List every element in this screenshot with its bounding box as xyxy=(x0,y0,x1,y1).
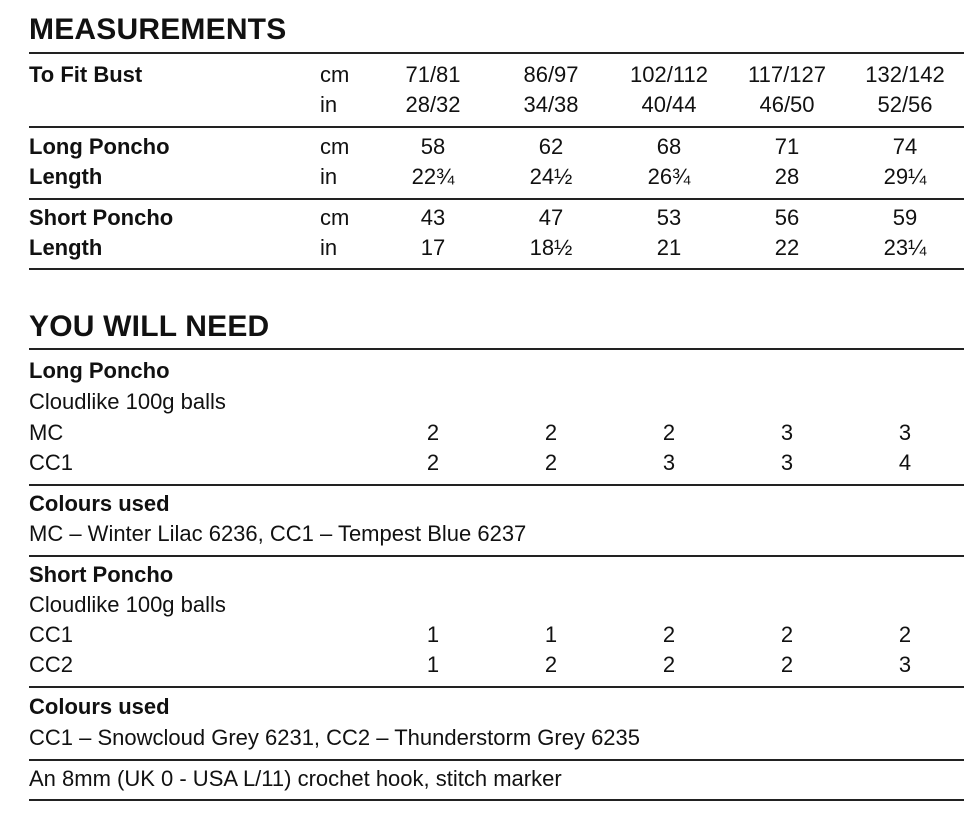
you-will-need-top-rule xyxy=(29,348,964,350)
short-length-in-size-1: 17 xyxy=(420,235,446,260)
divider xyxy=(29,126,964,128)
bust-label: To Fit Bust xyxy=(29,62,143,87)
unit-in: in xyxy=(320,164,338,189)
balls-size-5: 3 xyxy=(898,652,912,677)
long-length-cm-size-1: 58 xyxy=(420,134,446,159)
short-length-cm-size-5: 59 xyxy=(892,205,918,230)
long-length-in-row xyxy=(0,162,972,192)
short-length-cm-row xyxy=(0,203,972,233)
short-poncho-cc1-row xyxy=(0,620,972,650)
long-length-label-2: Length xyxy=(29,164,103,189)
colours-used-heading: Colours used xyxy=(29,491,170,516)
short-length-cm-size-4: 56 xyxy=(774,205,800,230)
bust-in-size-4: 46/50 xyxy=(759,92,815,117)
bust-in-size-3: 40/44 xyxy=(641,92,697,117)
short-poncho-heading-row xyxy=(0,560,972,590)
long-length-cm-size-3: 68 xyxy=(656,134,682,159)
balls-size-1: 2 xyxy=(426,420,440,445)
long-poncho-yarn-row xyxy=(0,387,972,417)
yarn-colour-label: CC1 xyxy=(29,450,74,475)
balls-size-4: 2 xyxy=(780,622,794,647)
short-length-label-1: Short Poncho xyxy=(29,205,174,230)
short-length-in-size-4: 22 xyxy=(774,235,800,260)
unit-cm: cm xyxy=(320,205,350,230)
short-poncho-yarn: Cloudlike 100g balls xyxy=(29,592,226,617)
balls-size-4: 2 xyxy=(780,652,794,677)
bust-in-row xyxy=(0,90,972,120)
yarn-colour-label: CC2 xyxy=(29,652,74,677)
short-length-cm-size-1: 43 xyxy=(420,205,446,230)
short-length-label-2: Length xyxy=(29,235,103,260)
short-colours-heading-row xyxy=(0,692,972,722)
hook-row xyxy=(0,764,972,794)
balls-size-1: 2 xyxy=(426,450,440,475)
bust-cm-size-4: 117/127 xyxy=(748,62,826,87)
balls-size-3: 2 xyxy=(662,622,676,647)
long-poncho-heading-row xyxy=(0,356,972,386)
long-length-cm-size-2: 62 xyxy=(538,134,564,159)
short-length-in-size-2: 18½ xyxy=(529,235,573,260)
measurements-title: MEASUREMENTS xyxy=(29,13,287,46)
short-length-in-size-5: 23¼ xyxy=(883,235,927,260)
short-poncho-cc2-row xyxy=(0,650,972,680)
balls-size-4: 3 xyxy=(780,420,794,445)
long-length-in-size-2: 24½ xyxy=(529,164,573,189)
bust-cm-row xyxy=(0,60,972,90)
balls-size-4: 3 xyxy=(780,450,794,475)
measurements-top-rule xyxy=(29,52,964,54)
long-poncho-heading: Long Poncho xyxy=(29,358,170,383)
balls-size-3: 2 xyxy=(662,652,676,677)
long-colours-heading-row xyxy=(0,489,972,519)
short-length-cm-size-2: 47 xyxy=(538,205,564,230)
balls-size-1: 1 xyxy=(426,652,440,677)
bust-cm-size-5: 132/142 xyxy=(865,62,945,87)
short-colours-text-row xyxy=(0,723,972,753)
long-length-label-1: Long Poncho xyxy=(29,134,170,159)
colours-used-heading: Colours used xyxy=(29,694,170,719)
short-poncho-yarn-row xyxy=(0,590,972,620)
long-poncho-mc-row xyxy=(0,418,972,448)
balls-size-5: 3 xyxy=(898,420,912,445)
you-will-need-bottom-rule xyxy=(29,799,964,801)
measurements-bottom-rule xyxy=(29,268,964,270)
unit-in: in xyxy=(320,92,338,117)
colours-used-text: MC – Winter Lilac 6236, CC1 – Tempest Blue 6237 xyxy=(29,521,527,546)
unit-cm: cm xyxy=(320,62,350,87)
long-length-cm-size-5: 74 xyxy=(892,134,918,159)
balls-size-2: 2 xyxy=(544,420,558,445)
yarn-colour-label: MC xyxy=(29,420,64,445)
bust-in-size-2: 34/38 xyxy=(523,92,579,117)
balls-size-5: 4 xyxy=(898,450,912,475)
long-poncho-yarn: Cloudlike 100g balls xyxy=(29,389,226,414)
balls-size-5: 2 xyxy=(898,622,912,647)
yarn-colour-label: CC1 xyxy=(29,622,74,647)
long-colours-text-row xyxy=(0,519,972,549)
unit-cm: cm xyxy=(320,134,350,159)
balls-size-2: 2 xyxy=(544,450,558,475)
short-length-cm-size-3: 53 xyxy=(656,205,682,230)
long-length-in-size-1: 22¾ xyxy=(411,164,455,189)
divider xyxy=(29,198,964,200)
balls-size-3: 2 xyxy=(662,420,676,445)
short-length-in-row xyxy=(0,233,972,263)
bust-cm-size-2: 86/97 xyxy=(523,62,579,87)
unit-in: in xyxy=(320,235,338,260)
balls-size-3: 3 xyxy=(662,450,676,475)
long-length-cm-size-4: 71 xyxy=(774,134,800,159)
long-length-in-size-5: 29¼ xyxy=(883,164,927,189)
balls-size-1: 1 xyxy=(426,622,440,647)
short-poncho-heading: Short Poncho xyxy=(29,562,174,587)
long-length-cm-row xyxy=(0,132,972,162)
divider xyxy=(29,686,964,688)
short-length-in-size-3: 21 xyxy=(656,235,682,260)
bust-cm-size-1: 71/81 xyxy=(405,62,461,87)
long-length-in-size-4: 28 xyxy=(774,164,800,189)
balls-size-2: 2 xyxy=(544,652,558,677)
divider xyxy=(29,484,964,486)
divider xyxy=(29,555,964,557)
bust-in-size-1: 28/32 xyxy=(405,92,461,117)
you-will-need-title: YOU WILL NEED xyxy=(29,310,270,343)
hook-text: An 8mm (UK 0 - USA L/11) crochet hook, stitch marker xyxy=(29,766,562,791)
long-poncho-cc1-row xyxy=(0,448,972,478)
bust-cm-size-3: 102/112 xyxy=(630,62,708,87)
long-length-in-size-3: 26¾ xyxy=(647,164,691,189)
divider xyxy=(29,759,964,761)
colours-used-text: CC1 – Snowcloud Grey 6231, CC2 – Thunderstorm Grey 6235 xyxy=(29,725,641,750)
balls-size-2: 1 xyxy=(544,622,558,647)
bust-in-size-5: 52/56 xyxy=(877,92,933,117)
